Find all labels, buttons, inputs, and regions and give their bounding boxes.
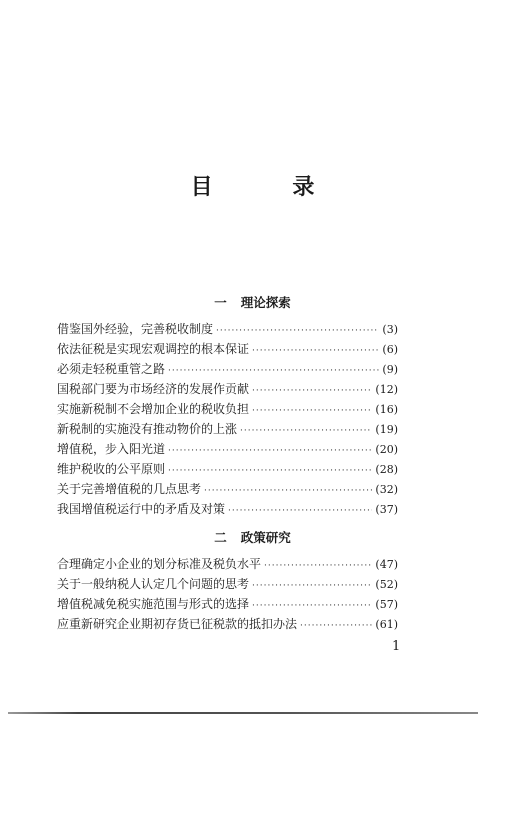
- section-number: 二: [214, 530, 227, 545]
- toc-entry-page: (3): [382, 323, 398, 336]
- toc-entry[interactable]: [57, 595, 398, 615]
- dot-leader: [252, 581, 372, 591]
- toc-entry-title: 实施新税制不会增加企业的税收负担: [57, 402, 250, 416]
- section-heading-theory: [0, 293, 505, 311]
- dot-leader: [168, 366, 379, 376]
- dot-leader: [168, 466, 372, 476]
- toc-entry[interactable]: [57, 360, 398, 380]
- dot-leader: [252, 406, 372, 416]
- toc-entry[interactable]: [57, 380, 398, 400]
- toc-entry-title: 借鉴国外经验，完善税收制度: [57, 322, 214, 336]
- toc-entry[interactable]: [57, 440, 398, 460]
- toc-entry-page: (37): [375, 503, 398, 516]
- toc-entry-page: (19): [375, 423, 398, 436]
- toc-entry[interactable]: [57, 500, 398, 520]
- toc-entry[interactable]: [57, 400, 398, 420]
- dot-leader: [252, 346, 379, 356]
- toc-entry-title: 新税制的实施没有推动物价的上涨: [57, 422, 238, 436]
- toc-entry-title: 关于完善增值税的几点思考: [57, 482, 202, 496]
- dot-leader: [252, 386, 372, 396]
- section-title: 理论探索: [240, 295, 291, 310]
- toc-entry-page: (61): [375, 618, 398, 631]
- toc-entry-title: 必须走轻税重管之路: [57, 362, 166, 376]
- toc-entry-page: (28): [375, 463, 398, 476]
- dot-leader: [168, 446, 372, 456]
- dot-leader: [216, 326, 379, 336]
- toc-entry[interactable]: [57, 615, 398, 635]
- dot-leader: [252, 601, 372, 611]
- toc-entry-page: (6): [382, 343, 398, 356]
- toc-entry[interactable]: [57, 420, 398, 440]
- toc-entry[interactable]: [57, 480, 398, 500]
- section-heading-policy: [0, 528, 505, 546]
- dot-leader: [240, 426, 372, 436]
- toc-entry-title: 应重新研究企业期初存货已征税款的抵扣办法: [57, 617, 298, 631]
- toc-entry-page: (16): [375, 403, 398, 416]
- toc-entry-title: 增值税，步入阳光道: [57, 442, 166, 456]
- toc-entry-page: (12): [375, 383, 398, 396]
- toc-entry-title: 我国增值税运行中的矛盾及对策: [57, 502, 226, 516]
- toc-list-policy: [57, 555, 398, 635]
- page-title: 目 录: [190, 175, 351, 200]
- toc-entry-title: 增值税减免税实施范围与形式的选择: [57, 597, 250, 611]
- toc-entry-page: (57): [375, 598, 398, 611]
- toc-list-theory: [57, 320, 398, 520]
- toc-entry[interactable]: [57, 555, 398, 575]
- toc-entry-page: (52): [375, 578, 398, 591]
- toc-entry-title: 依法征税是实现宏观调控的根本保证: [57, 342, 250, 356]
- toc-entry[interactable]: [57, 340, 398, 360]
- toc-entry-page: (32): [375, 483, 398, 496]
- dot-leader: [204, 486, 372, 496]
- toc-entry-title: 维护税收的公平原则: [57, 462, 166, 476]
- toc-entry-title: 合理确定小企业的划分标准及税负水平: [57, 557, 262, 571]
- toc-entry[interactable]: [57, 575, 398, 595]
- section-number: 一: [214, 295, 227, 310]
- toc-entry[interactable]: [57, 320, 398, 340]
- toc-entry-page: (9): [382, 363, 398, 376]
- toc-entry-page: (20): [375, 443, 398, 456]
- dot-leader: [300, 621, 372, 631]
- section-title: 政策研究: [240, 530, 291, 545]
- toc-entry-title: 国税部门要为市场经济的发展作贡献: [57, 382, 250, 396]
- dot-leader: [228, 506, 372, 516]
- toc-entry-page: (47): [375, 558, 398, 571]
- page-number: 1: [392, 639, 401, 654]
- toc-entry[interactable]: [57, 460, 398, 480]
- dot-leader: [264, 561, 372, 571]
- scan-edge-line: [8, 712, 478, 714]
- toc-entry-title: 关于一般纳税人认定几个问题的思考: [57, 577, 250, 591]
